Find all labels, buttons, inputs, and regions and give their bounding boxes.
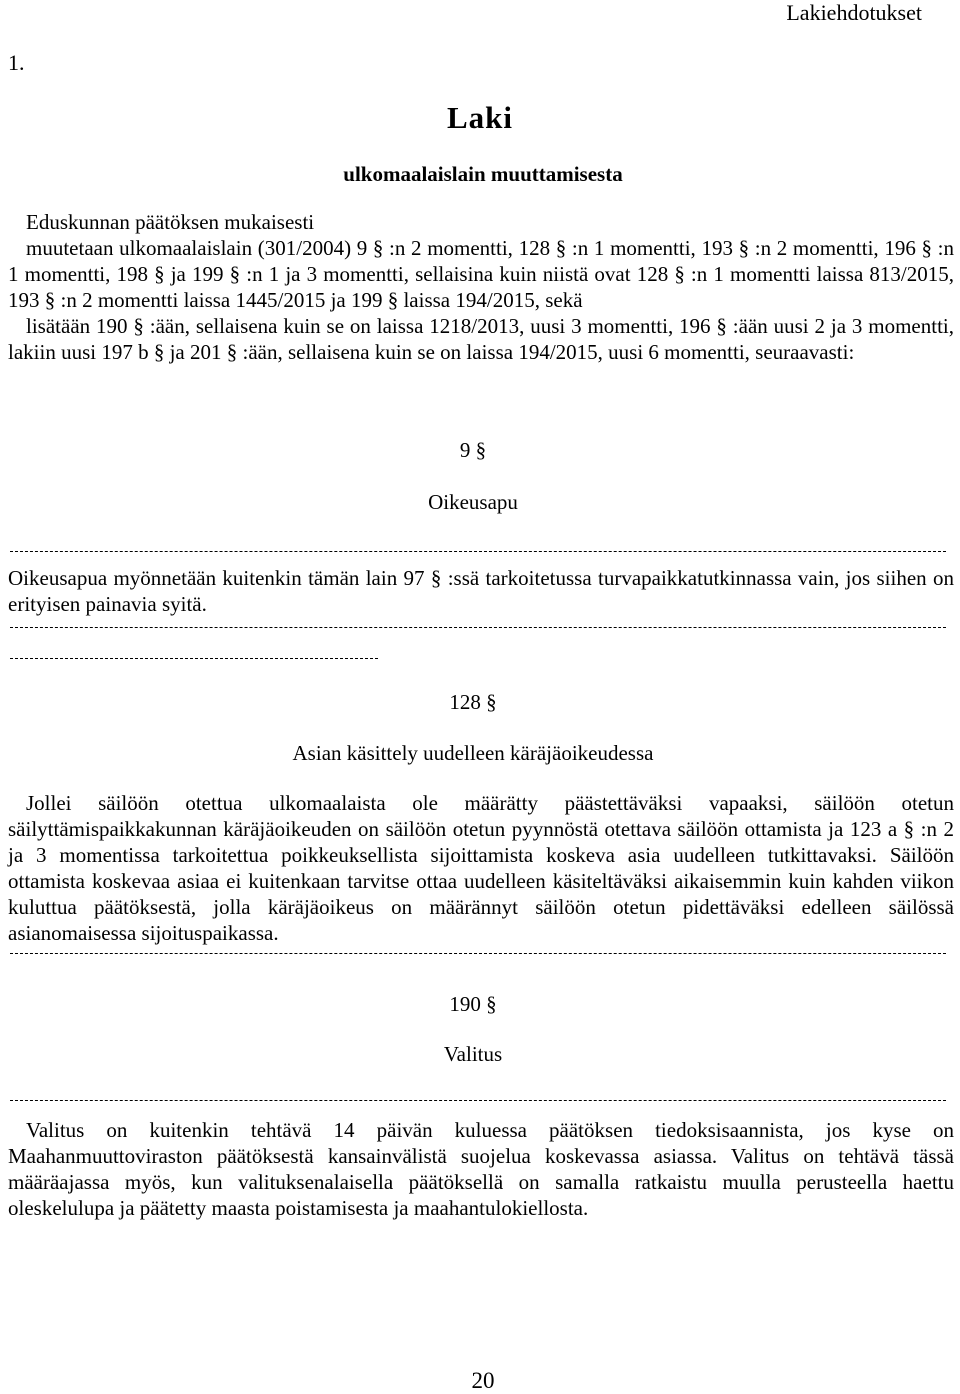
add-clause: lisätään 190 § :ään, sellaisena kuin se on laissa 1218/2013, uusi 3 momentti, 196 § :ään uusi 2 ja 3 momentti, lakiin uusi 197 b § ja 201 § :ään, sellaisena kuin se on laissa 194/2015, uusi 6 momentti, seuraavasti: [8, 314, 954, 364]
section-190-text: Valitus on kuitenkin tehtävä 14 päivän kuluessa päätöksen tiedoksisaannista, jos kyse on Maahanmuuttoviraston päätöksestä kansainvälistä suojelua koskevassa asiassa. Valitus on tehtävä tässä määräajassa myös, kun valituksenalaisella päätöksellä on samalla ratkaistu muulla perusteella haettu oleskelulupa ja päätetty maasta poistamisesta ja maahantulokiellosta. [8, 1118, 954, 1220]
enacting-clause: Eduskunnan päätöksen mukaisesti [26, 210, 315, 234]
omission-line [10, 627, 946, 628]
section-128-number: 128 § [449, 690, 497, 714]
section-9-heading: Oikeusapu [428, 490, 518, 514]
section-190-number: 190 § [449, 992, 497, 1016]
law-subtitle: ulkomaalaislain muuttamisesta [343, 162, 623, 186]
section-9-number: 9 § [459, 438, 487, 462]
header-category: Lakiehdotukset [786, 0, 922, 25]
omission-line [10, 1100, 946, 1101]
law-title: Laki [446, 100, 514, 135]
section-128-text: Jollei säilöön otettua ulkomaalaista ole määrätty päästettäväksi vapaaksi, säilöön otetun säilyttämispaikkakunnan käräjäoikeuden on säilöön otetun pyynnöstä otettava säilöön ottamista ja 123 a § :n 2 ja 3 momentissa tarkoitettua poikkeuksellista sijoittamista koskeva asia uudelleen tutkittavaksi. Säilöön ottamista koskevaa asiaa ei kuitenkaan tarvitse ottaa uudelleen käsiteltäväksi aikaisemmin kuin kahden viikon kuluttua päätöksestä, jolla käräjäoikeus on määrännyt säilöön otetun pidettäväksi edelleen säilössä asianomaisessa sijoituspaikassa. [8, 791, 954, 945]
preamble [8, 209, 954, 365]
amend-clause: muutetaan ulkomaalaislain (301/2004) 9 § :n 2 momentti, 128 § :n 1 momentti, 193 § :n 2 momentti, 196 § :n 1 momentti, 198 § ja 199 § :n 1 ja 3 momentti, sellaisina kuin niistä ovat 128 § :n 1 momentti laissa 813/2015, 193 § :n 2 momentti laissa 1445/2015 ja 199 § laissa 194/2015, sekä [8, 236, 954, 312]
omission-line [10, 953, 946, 954]
section-9-text: Oikeusapua myönnetään kuitenkin tämän lain 97 § :ssä tarkoitetussa turvapaikkatutkinnassa vain, jos siihen on erityisen painavia syitä. [8, 566, 954, 616]
omission-line [10, 551, 946, 552]
section-190-heading: Valitus [443, 1042, 503, 1066]
page-number: 20 [471, 1368, 495, 1393]
omission-line-short [10, 658, 378, 659]
proposal-number: 1. [8, 50, 25, 75]
section-128-heading: Asian käsittely uudelleen käräjäoikeudessa [292, 741, 654, 765]
